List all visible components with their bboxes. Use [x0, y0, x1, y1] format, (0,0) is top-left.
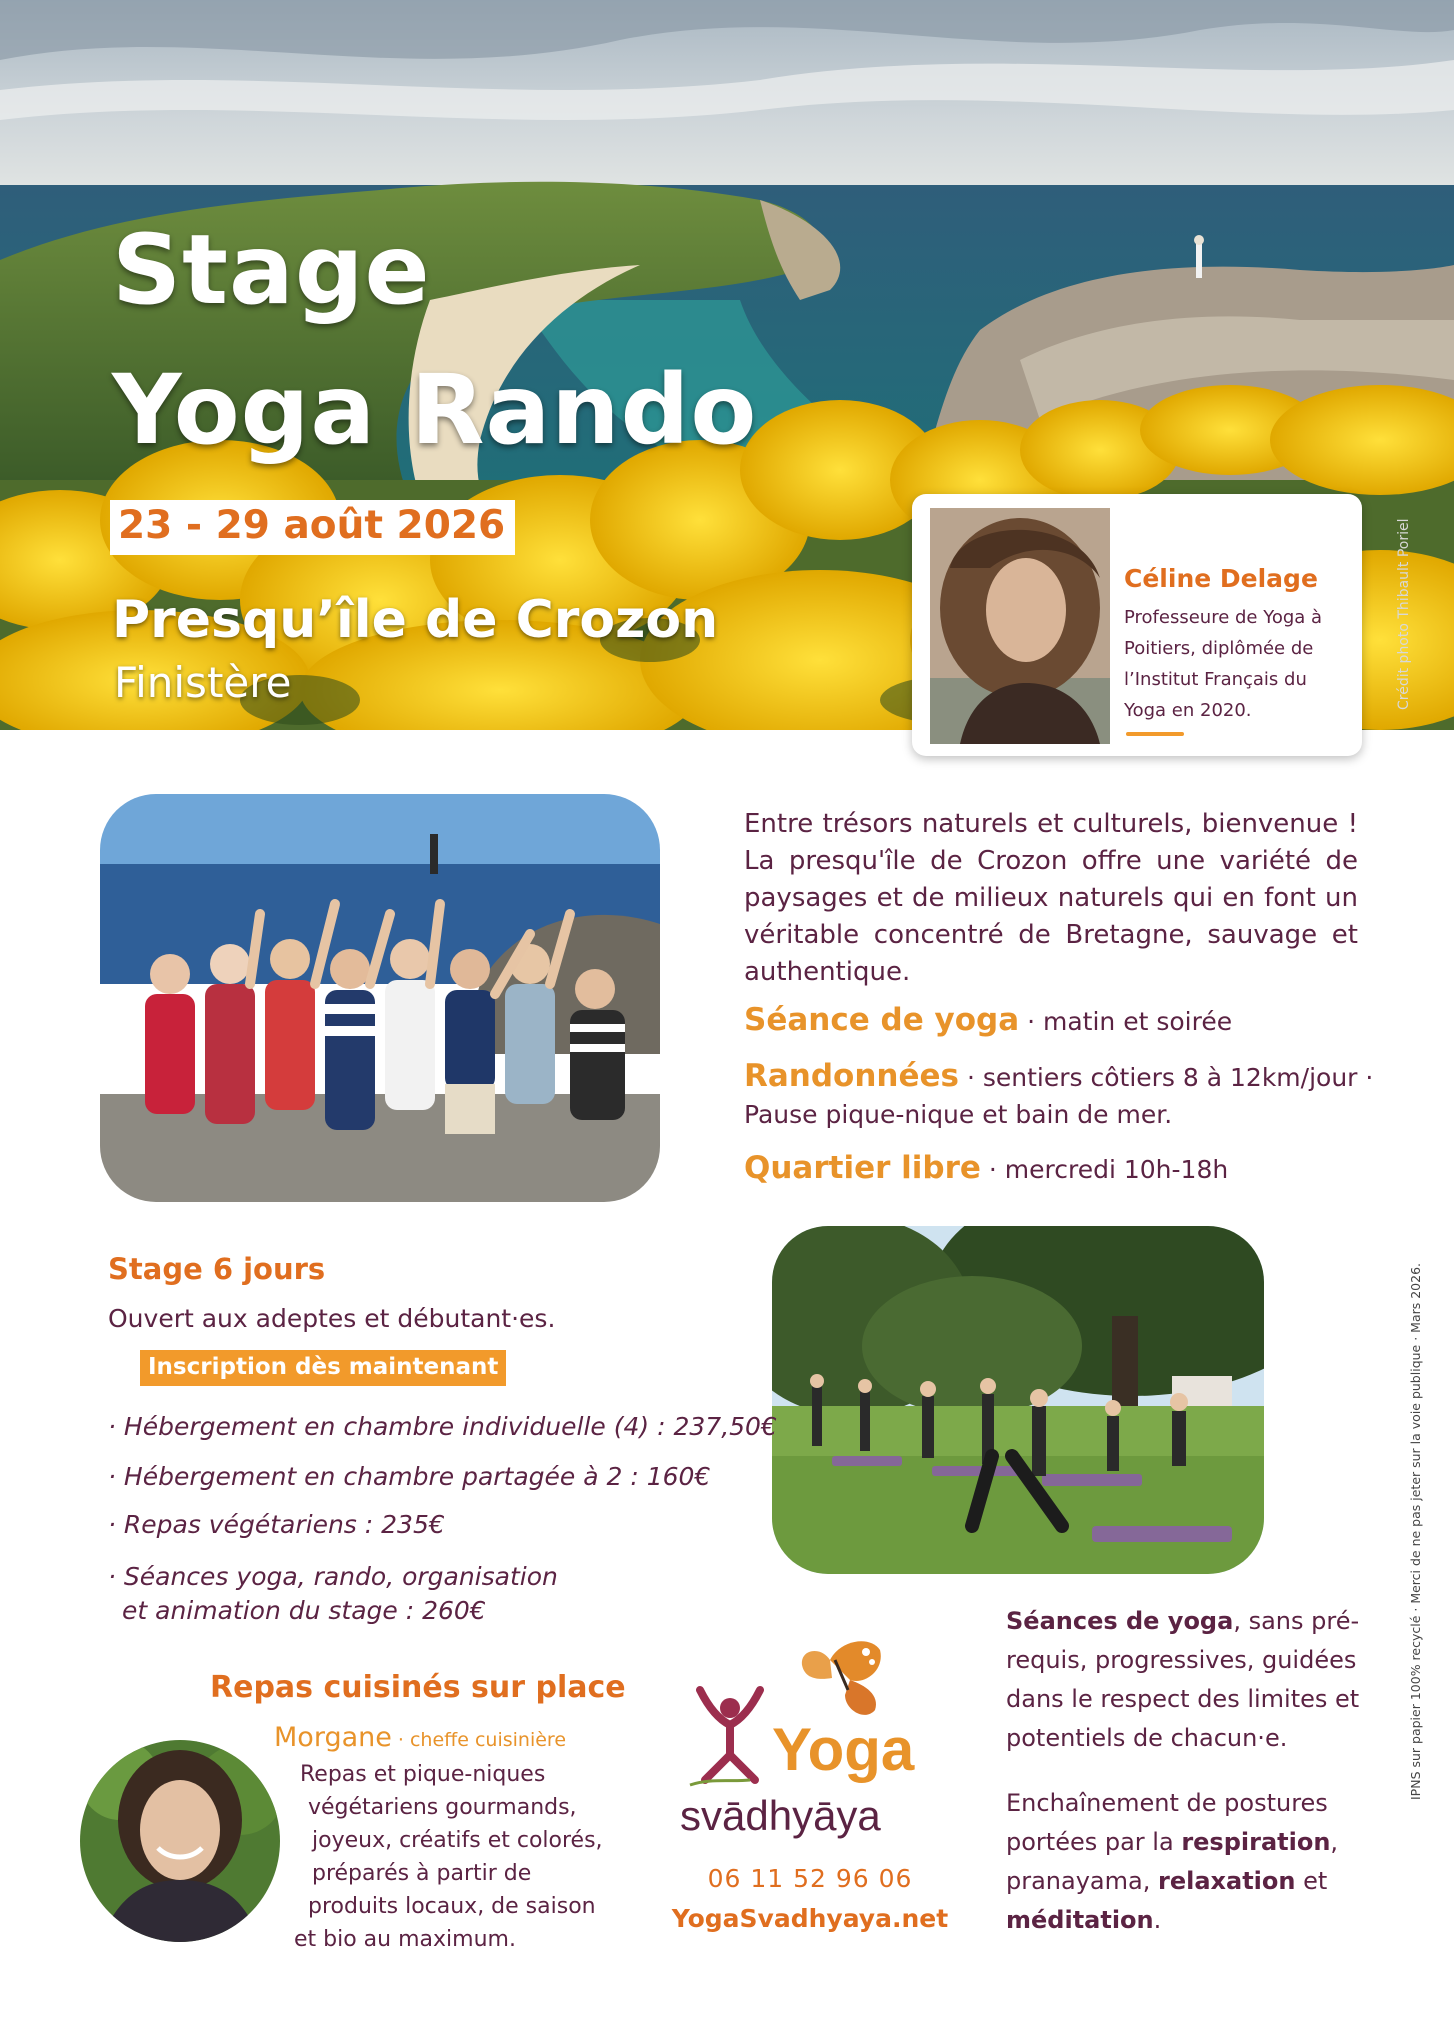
meal-text-line: végétariens gourmands, — [308, 1795, 577, 1820]
flow-text: , pranayama, — [1006, 1828, 1339, 1895]
yogi-figure-icon — [690, 1690, 760, 1785]
flow-text: . — [1153, 1906, 1162, 1934]
date-badge: 23 - 29 août 2026 — [110, 500, 515, 555]
intro-paragraph: Entre trésors naturels et culturels, bienvenue ! La presqu'île de Crozon offre une variété de paysages et de milieux naturels qui en font un véritable concentré de Bretagne, sauvage et authentique. — [744, 809, 1358, 987]
teacher-bio-line: l’Institut Français du — [1124, 669, 1307, 690]
feature-title: Quartier libre — [744, 1150, 981, 1186]
meals-title: Repas cuisinés sur place — [210, 1670, 626, 1705]
flow-text: et — [1295, 1867, 1328, 1895]
group-hikers-photo — [100, 794, 660, 1202]
chef-name: Morgane — [274, 1722, 392, 1753]
location-title: Presqu’île de Crozon — [112, 590, 719, 650]
teacher-bio-line: Professeure de Yoga à — [1124, 607, 1323, 628]
teacher-bio — [1124, 602, 1356, 726]
phone-number[interactable]: 06 11 52 96 06 — [707, 1864, 913, 1893]
meal-text-line: préparés à partir de — [312, 1861, 532, 1886]
meal-text-line: joyeux, créatifs et colorés, — [312, 1828, 603, 1853]
chef-portrait — [80, 1740, 280, 1942]
feature-title: Séance de yoga — [744, 1002, 1020, 1038]
yoga-desc-text: , sans pré-requis, progressives, guidées dans le respect des limites et potentiels de chacun·e. — [1006, 1607, 1360, 1752]
teacher-bio-line: Poitiers, diplômée de — [1124, 638, 1314, 659]
outdoor-yoga-photo — [772, 1226, 1264, 1574]
postures-description — [1006, 1784, 1366, 1940]
stage-duration-title: Stage 6 jours — [108, 1252, 326, 1286]
price-item: · Repas végétariens : 235€ — [108, 1510, 445, 1539]
yoga-svadhyaya-logo — [680, 1630, 940, 1850]
teacher-name: Céline Delage — [1124, 564, 1318, 593]
accent-rule — [1126, 732, 1184, 736]
title-stage: Stage — [112, 214, 431, 326]
flow-bold: méditation — [1006, 1906, 1154, 1934]
yoga-desc-bold: Séances de yoga — [1006, 1607, 1234, 1635]
flow-text: Enchaînement de postures portées par la — [1006, 1789, 1328, 1856]
price-item-continued: et animation du stage : 260€ — [122, 1596, 486, 1625]
title-yoga-rando: Yoga Rando — [112, 354, 758, 466]
website-link[interactable]: YogaSvadhyaya.net — [671, 1904, 949, 1933]
feature-detail: · sentiers côtiers 8 à 12km/jour · — [959, 1063, 1374, 1092]
feature-detail: · matin et soirée — [1019, 1007, 1233, 1036]
yoga-sessions-description — [1006, 1602, 1366, 1758]
feature-detail-second-line: Pause pique-nique et bain de mer. — [744, 1100, 1173, 1129]
flow-bold: respiration — [1181, 1828, 1331, 1856]
chef-line — [274, 1722, 566, 1753]
feature-free-time — [744, 1150, 1384, 1188]
price-item: · Hébergement en chambre partagée à 2 : 160€ — [108, 1462, 711, 1491]
feature-detail: · mercredi 10h-18h — [980, 1155, 1229, 1184]
meal-text-line: Repas et pique-niques — [300, 1762, 546, 1787]
svg-text:Yoga: Yoga — [772, 1716, 915, 1783]
feature-title: Randonnées — [744, 1058, 959, 1094]
price-item: · Séances yoga, rando, organisation — [108, 1562, 558, 1591]
butterfly-icon — [802, 1641, 881, 1715]
signup-banner: Inscription dès maintenant — [140, 1350, 506, 1386]
region-subtitle: Finistère — [114, 658, 292, 707]
teacher-portrait — [930, 508, 1110, 744]
teacher-bio-line: Yoga en 2020. — [1124, 700, 1252, 721]
stage-audience: Ouvert aux adeptes et débutant·es. — [108, 1304, 556, 1333]
feature-hikes — [744, 1058, 1384, 1133]
svg-text:svādhyāya: svādhyāya — [680, 1792, 881, 1839]
meal-text-line: produits locaux, de saison — [308, 1894, 596, 1919]
feature-yoga-sessions — [744, 1002, 1384, 1040]
flow-bold: relaxation — [1157, 1867, 1296, 1895]
photo-credit: Crédit photo Thibault Poriel — [1396, 518, 1412, 710]
price-item: · Hébergement en chambre individuelle (4) : 237,50€ — [108, 1412, 777, 1441]
teacher-card — [912, 494, 1362, 756]
legal-notice: IPNS sur papier 100% recyclé · Merci de ne pas jeter sur la voie publique · Mars 2026. — [1408, 1262, 1423, 1800]
meal-text-line: et bio au maximum. — [294, 1927, 516, 1952]
chef-role: · cheffe cuisinière — [391, 1729, 567, 1751]
